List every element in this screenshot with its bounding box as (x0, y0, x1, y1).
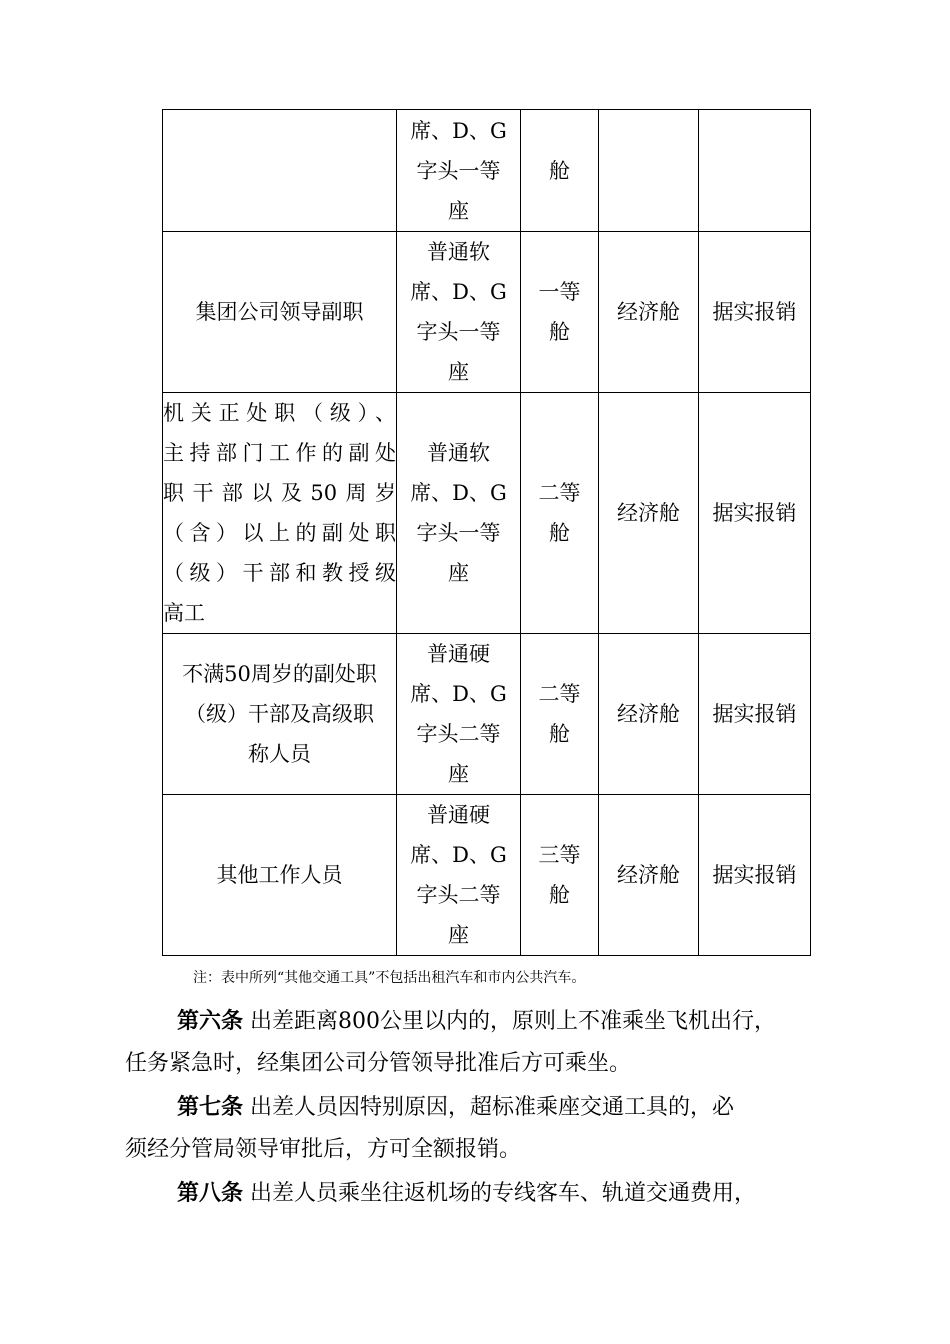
article-7 (125, 1086, 865, 1171)
cell-line: 舱 (549, 883, 570, 907)
position-cell (163, 634, 397, 795)
ship-cell (521, 232, 599, 393)
cell-line: 座 (448, 360, 469, 384)
cell-line: 职干部以及50周岁 (163, 481, 396, 505)
cell-line: 字头二等 (416, 722, 501, 746)
cell-line: 主持部门工作的副处 (163, 441, 396, 465)
article-text: 出差人员乘坐往返机场的专线客车、轨道交通费用， (243, 1181, 757, 1206)
cell-line: 座 (448, 561, 469, 585)
cell-line: 普通软 (427, 441, 490, 465)
cell-line: （级）干部及高级职 (185, 702, 374, 726)
position-cell (163, 393, 397, 634)
cell-line: （含）以上的副处职 (163, 521, 396, 545)
article-title: 第七条 (177, 1094, 244, 1120)
other-cell (699, 110, 811, 232)
cell-line: 席、D、G (410, 843, 507, 867)
cell-line: 席、D、G (410, 280, 507, 304)
article-6 (125, 1000, 865, 1085)
cell-line: 一等 (538, 280, 581, 304)
table-row (163, 232, 811, 393)
cell-line: 三等 (538, 843, 581, 867)
other-cell: 据实报销 (699, 634, 811, 795)
table-row (163, 393, 811, 634)
position-cell: 集团公司领导副职 (163, 232, 397, 393)
article-text: 出差人员因特别原因，超标准乘座交通工具的，必 (243, 1095, 735, 1120)
cell-line: 称人员 (248, 742, 311, 766)
transport-standard-table (162, 109, 811, 956)
table-row (163, 110, 811, 232)
plane-cell: 经济舱 (599, 795, 699, 956)
plane-cell: 经济舱 (599, 232, 699, 393)
other-cell: 据实报销 (699, 232, 811, 393)
ship-cell (521, 795, 599, 956)
cell-line: 字头二等 (416, 883, 501, 907)
cell-line: 普通软 (427, 240, 490, 264)
plane-cell: 经济舱 (599, 393, 699, 634)
cell-line: 不满50周岁的副处职 (182, 662, 377, 686)
cell-line: 席、D、G (410, 682, 507, 706)
article-line (125, 1172, 865, 1215)
table-row (163, 634, 811, 795)
cell-line: 普通硬 (427, 642, 490, 666)
cell-line: 普通硬 (427, 803, 490, 827)
plane-cell (599, 110, 699, 232)
table-row (163, 795, 811, 956)
cell-line: 座 (448, 762, 469, 786)
article-line (125, 1000, 865, 1043)
table-note: 注：表中所列“其他交通工具”不包括出租汽车和市内公共汽车。 (193, 970, 586, 986)
article-line (125, 1086, 865, 1129)
ship-cell (521, 634, 599, 795)
cell-line: 舱 (549, 521, 570, 545)
cell-line: 舱 (549, 158, 570, 183)
train-cell (397, 634, 521, 795)
cell-line: 席、D、G (410, 481, 507, 505)
cell-line: 二等 (538, 682, 581, 706)
cell-line: 字头一等 (416, 320, 501, 344)
other-cell: 据实报销 (699, 795, 811, 956)
plane-cell: 经济舱 (599, 634, 699, 795)
cell-line: 座 (448, 923, 469, 947)
article-text: 出差距离800公里以内的，原则上不准乘坐飞机出行， (243, 1009, 777, 1034)
position-cell: 其他工作人员 (163, 795, 397, 956)
article-8 (125, 1172, 865, 1215)
ship-cell (521, 110, 599, 232)
cell-line: 座 (448, 198, 469, 223)
cell-line: 席、D、G (410, 118, 507, 143)
cell-line: 字头一等 (416, 158, 501, 183)
cell-line: 字头一等 (416, 521, 501, 545)
ship-cell (521, 393, 599, 634)
cell-line: 舱 (549, 320, 570, 344)
cell-line: 机关正处职（级）、 (163, 401, 396, 425)
cell-line: （级）干部和教授级 (163, 561, 396, 585)
train-cell (397, 795, 521, 956)
other-cell: 据实报销 (699, 393, 811, 634)
article-line: 须经分管局领导审批后，方可全额报销。 (125, 1137, 522, 1162)
article-title: 第六条 (177, 1008, 244, 1034)
article-line: 任务紧急时，经集团公司分管领导批准后方可乘坐。 (125, 1051, 632, 1076)
article-title: 第八条 (177, 1180, 244, 1206)
cell-line: 舱 (549, 722, 570, 746)
cell-line: 高工 (163, 601, 205, 625)
position-cell (163, 110, 397, 232)
train-cell (397, 232, 521, 393)
train-cell (397, 393, 521, 634)
train-cell (397, 110, 521, 232)
cell-line: 二等 (538, 481, 581, 505)
